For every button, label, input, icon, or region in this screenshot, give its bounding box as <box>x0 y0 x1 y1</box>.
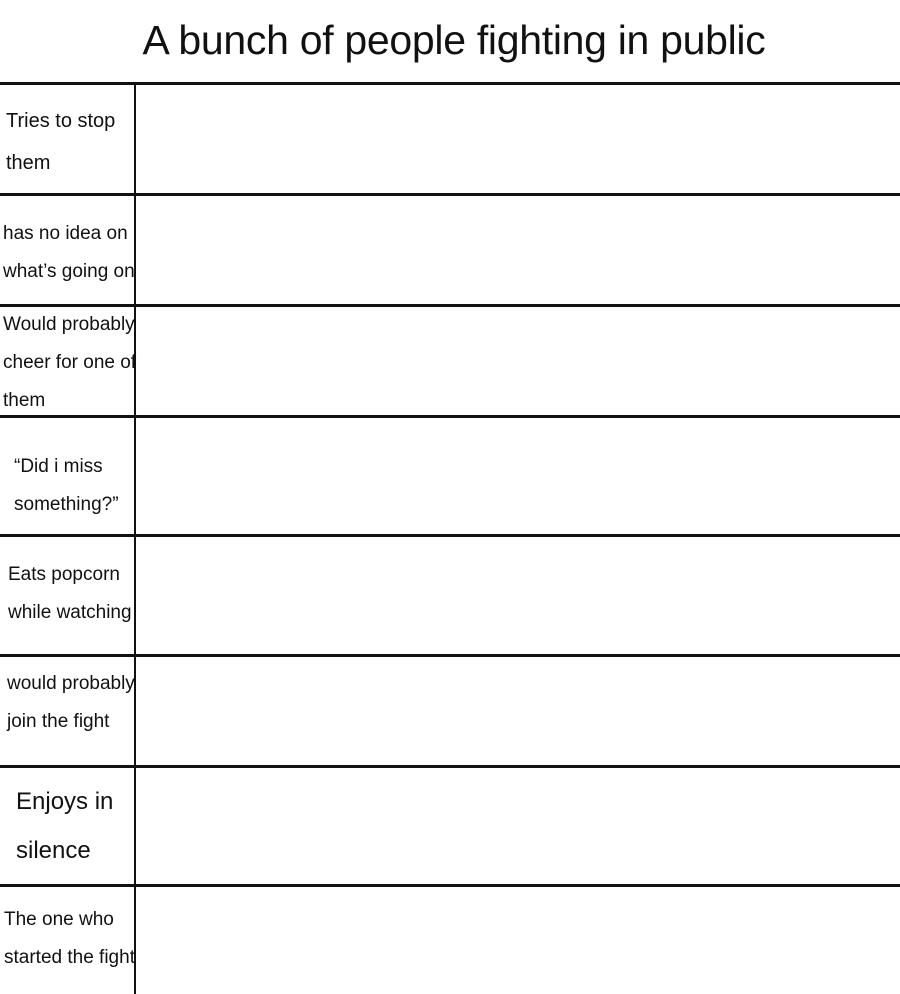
row-label-line: join the fight <box>7 711 110 732</box>
row-label-line: “Did i miss <box>14 456 103 477</box>
row-label-line: what’s going on <box>3 261 135 282</box>
row-label-line: would probably <box>7 673 135 694</box>
row-label-line: something?” <box>14 494 119 515</box>
row-label-line: Eats popcorn <box>8 564 120 585</box>
row-label-line: silence <box>16 837 91 864</box>
row-label-line: has no idea on <box>3 223 128 244</box>
row-label-line: while watching <box>8 602 132 623</box>
row-label-line: them <box>3 390 46 411</box>
row-label-enjoys-in-silence <box>16 777 113 875</box>
row-label-join-the-fight <box>7 665 135 741</box>
chart-title: A bunch of people fighting in public <box>142 17 766 63</box>
row-label-line: started the fight <box>4 947 135 968</box>
row-label-did-i-miss-something <box>14 448 119 524</box>
row-label-tries-to-stop-them <box>6 100 115 184</box>
row-label-line: Would probably <box>3 314 135 335</box>
row-label-line: cheer for one of <box>3 352 137 373</box>
row-label-started-the-fight <box>4 901 135 977</box>
row-label-line: The one who <box>4 909 114 930</box>
row-label-line: them <box>6 152 51 174</box>
row-label-eats-popcorn <box>8 556 132 632</box>
row-label-has-no-idea <box>3 215 135 291</box>
row-label-line: Tries to stop <box>6 110 116 132</box>
row-label-line: Enjoys in <box>16 788 114 815</box>
row-label-would-cheer <box>3 306 136 420</box>
